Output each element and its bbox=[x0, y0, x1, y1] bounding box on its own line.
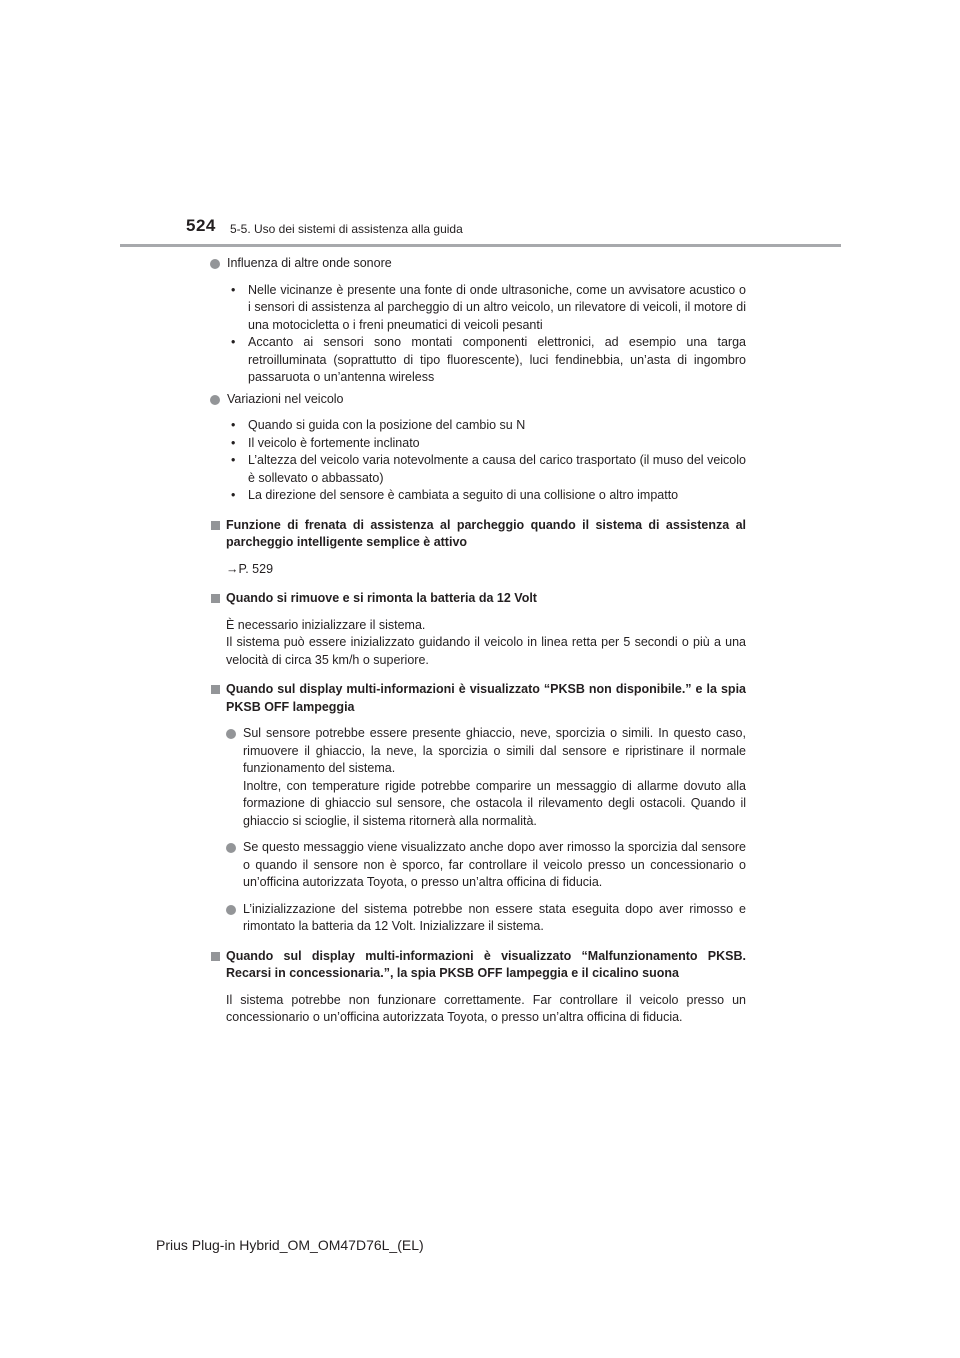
page-header bbox=[0, 0, 960, 250]
page-footer: Prius Plug-in Hybrid_OM_OM47D76L_(EL) bbox=[156, 1237, 424, 1253]
dot-bullet-icon: • bbox=[231, 282, 236, 297]
bullet-title: Influenza di altre onde sonore bbox=[227, 256, 392, 270]
section-heading-text: Quando sul display multi-informazioni è visualizzato “Malfunzionamento PKSB. Recarsi in concessionaria.”, la spia PKSB OFF lampeggia e il cicalino suona bbox=[226, 948, 746, 980]
list-item bbox=[226, 435, 746, 453]
section-heading-text: Quando sul display multi-informazioni è visualizzato “PKSB non disponibile.” e la spia PKSB OFF lampeggia bbox=[226, 682, 746, 714]
paragraph: Il sistema potrebbe non funzionare correttamente. Far controllare il veicolo presso un concessionario o un’officina autorizzata Toyota, o presso un’altra officina di fiducia. bbox=[226, 992, 746, 1024]
square-bullet-icon bbox=[211, 952, 220, 961]
paragraph: È necessario inizializzare il sistema. bbox=[226, 617, 426, 632]
bullet-other-sound-waves bbox=[210, 255, 746, 273]
bullet-sensor-dirty bbox=[226, 725, 746, 830]
section-heading-text: Quando si rimuove e si rimonta la batteria da 12 Volt bbox=[226, 591, 537, 605]
list-item bbox=[226, 282, 746, 335]
section-heading-pksb-unavailable bbox=[210, 681, 746, 716]
bullet-message-persists bbox=[226, 839, 746, 892]
circle-bullet-icon bbox=[210, 259, 220, 269]
header-rule bbox=[120, 244, 841, 247]
page-content bbox=[210, 255, 746, 1027]
circle-bullet-icon bbox=[226, 843, 236, 853]
list-item-text: Accanto ai sensori sono montati componenti elettronici, ad esempio una targa retroilluminata (soprattutto di tipo fluorescente), luci fendinebbia, un’asta di ingombro passaruota o un’antenna wireless bbox=[248, 335, 746, 384]
dot-bullet-icon: • bbox=[231, 418, 236, 432]
list-item-text: La direzione del sensore è cambiata a seguito di una collisione o altro impatto bbox=[248, 488, 679, 502]
paragraph: Se questo messaggio viene visualizzato anche dopo aver rimosso la sporcizia dal sensore o quando il sensore non è sporco, far controllare il veicolo presso un concessionario o un’officina autorizzata Toyota, o presso un’altra officina di fiducia. bbox=[243, 840, 746, 889]
dot-bullet-icon: • bbox=[231, 435, 236, 450]
page-reference: →P. 529 bbox=[226, 561, 274, 576]
paragraph: Sul sensore potrebbe essere presente ghiaccio, neve, sporcizia o simili. In questo caso, rimuovere il ghiaccio, la neve, la sporcizia o simili dal sensore e ripristinare il normale funzionamento del sistema. bbox=[243, 726, 746, 775]
section-heading-battery bbox=[210, 590, 746, 608]
page-number: 524 bbox=[186, 216, 216, 235]
section-heading-pksb-malfunction bbox=[210, 948, 746, 983]
paragraph: L’inizializzazione del sistema potrebbe non essere stata eseguita dopo aver rimosso e rimontato la batteria da 12 Volt. Inizializzare il sistema. bbox=[243, 901, 746, 933]
dot-bullet-icon: • bbox=[231, 335, 236, 349]
circle-bullet-icon bbox=[210, 395, 220, 405]
list-item-text: Il veicolo è fortemente inclinato bbox=[248, 435, 420, 450]
square-bullet-icon bbox=[211, 685, 220, 694]
circle-bullet-icon bbox=[226, 729, 236, 739]
dot-bullet-icon: • bbox=[231, 488, 236, 502]
paragraph: Il sistema può essere inizializzato guidando il veicolo in linea retta per 5 secondi o più a una velocità di circa 35 km/h o superiore. bbox=[226, 635, 746, 667]
bullet-initialization bbox=[226, 901, 746, 936]
list-item bbox=[226, 487, 746, 505]
list-item bbox=[226, 452, 746, 487]
section-title: 5-5. Uso dei sistemi di assistenza alla guida bbox=[230, 222, 463, 236]
section-heading-text: Funzione di frenata di assistenza al parcheggio quando il sistema di assistenza al parcheggio intelligente semplice è attivo bbox=[226, 517, 746, 549]
list-item-text: Quando si guida con la posizione del cambio su N bbox=[248, 418, 526, 432]
square-bullet-icon bbox=[211, 521, 220, 530]
bullet-vehicle-changes bbox=[210, 391, 746, 409]
list-item bbox=[226, 417, 746, 435]
dot-bullet-icon: • bbox=[231, 453, 236, 467]
list-item bbox=[226, 334, 746, 387]
list-item-text: Nelle vicinanze è presente una fonte di onde ultrasoniche, come un avvisatore acustico o i sensori di assistenza al parcheggio di un altro veicolo, un rilevatore di veicoli, il motore di una motocicletta o i freni pneumatici di veicoli pesanti bbox=[248, 282, 746, 332]
bullet-title: Variazioni nel veicolo bbox=[227, 391, 344, 406]
circle-bullet-icon bbox=[226, 905, 236, 915]
list-item-text: L’altezza del veicolo varia notevolmente a causa del carico trasportato (il muso del veicolo è sollevato o abbassato) bbox=[248, 453, 746, 485]
paragraph: Inoltre, con temperature rigide potrebbe comparire un messaggio di allarme dovuto alla formazione di ghiaccio sul sensore, che ostacola il rilevamento degli ostacoli. Quando il ghiaccio si scioglie, il sistema ritornerà alla normalità. bbox=[243, 778, 746, 828]
section-heading-parking-brake bbox=[210, 517, 746, 552]
square-bullet-icon bbox=[211, 594, 220, 603]
